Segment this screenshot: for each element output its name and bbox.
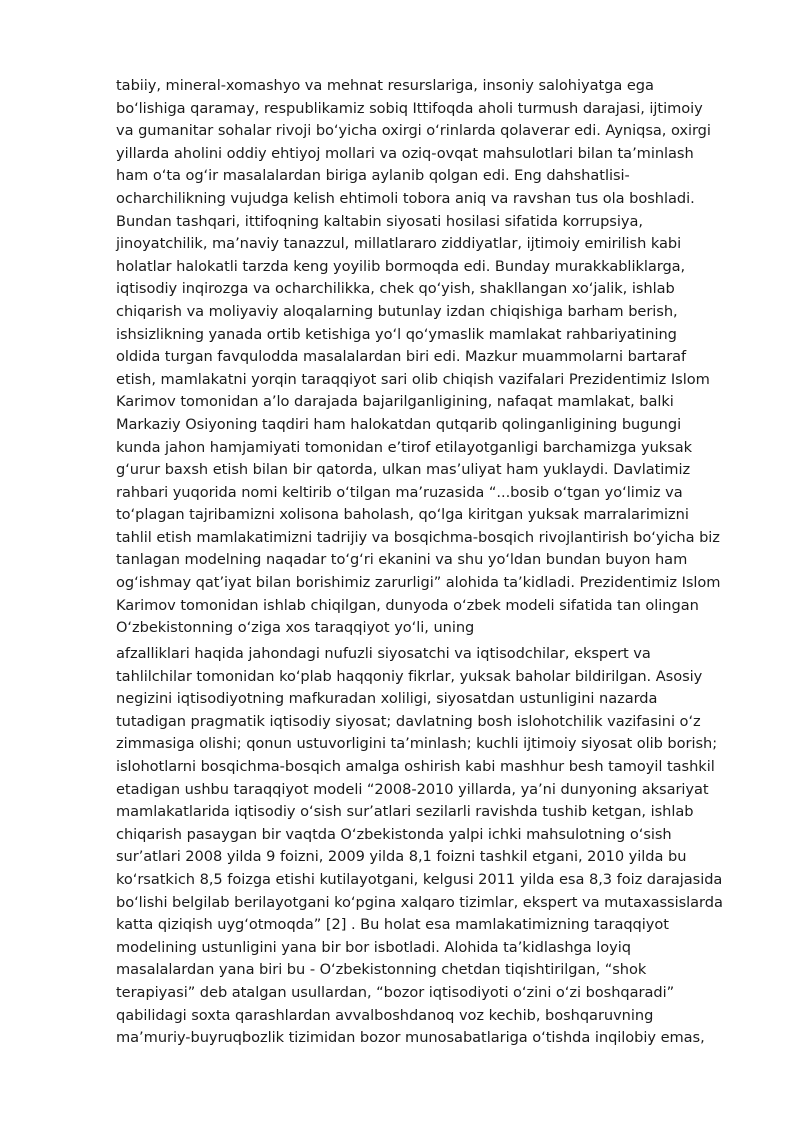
text-line: iqtisodiy inqirozga va ocharchilikka, chek qo‘yish, shakllangan xo‘jalik, ishlab bbox=[116, 280, 675, 298]
text-line: mamlakatlarida iqtisodiy o‘sish sur’atlari sezilarli ravishda tushib ketgan, ishlab bbox=[116, 803, 694, 821]
text-line: rahbari yuqorida nomi keltirib o‘tilgan ma’ruzasida “...bosib o‘tgan yo‘limiz va bbox=[116, 483, 683, 501]
text-line: kunda jahon hamjamiyati tomonidan e’tirof etilayotganligi barchamizga yuksak bbox=[116, 438, 693, 456]
text-line: va gumanitar sohalar rivoji bo‘yicha oxirgi o‘rinlarda qolaverar edi. Ayniqsa, oxirgi bbox=[116, 122, 711, 140]
text-line: negizini iqtisodiyotning mafkuradan xoliligi, siyosatdan ustunligini nazarda bbox=[116, 690, 658, 708]
text-line: masalalardan yana biri bu - O‘zbekistonning chetdan tiqishtirilgan, “shok bbox=[116, 961, 647, 979]
text-line: modelining ustunligini yana bir bor isbotladi. Alohida ta’kidlashga loyiq bbox=[116, 938, 631, 956]
text-line: yillarda aholini oddiy ehtiyoj mollari va oziq-ovqat mahsulotlari bilan ta’minlash bbox=[116, 144, 694, 162]
text-line: tutadigan pragmatik iqtisodiy siyosat; davlatning bosh islohotchilik vazifasini o‘z bbox=[116, 712, 701, 730]
text-line: afzalliklari haqida jahondagi nufuzli siyosatchi va iqtisodchilar, ekspert va bbox=[116, 645, 651, 662]
text-line: chiqarish pasaygan bir vaqtda O‘zbekistonda yalpi ichki mahsulotning o‘sish bbox=[116, 825, 672, 843]
text-line: terapiyasi” deb atalgan usullardan, “bozor iqtisodiyoti o‘zini o‘zi boshqaradi” bbox=[116, 983, 675, 1001]
text-line: etadigan ushbu taraqqiyot modeli “2008-2010 yillarda, ya’ni dunyoning aksariyat bbox=[116, 780, 709, 798]
text-line: chiqarish va moliyaviy aloqalarning butunlay izdan chiqishiga barham berish, bbox=[116, 302, 678, 320]
text-line: ishsizlikning yanada ortib ketishiga yo‘l qo‘ymaslik mamlakat rahbariyatining bbox=[116, 325, 677, 343]
text-line: Bundan tashqari, ittifoqning kaltabin siyosati hosilasi sifatida korrupsiya, bbox=[116, 212, 643, 230]
text-line: islohotlarni bosqichma-bosqich amalga oshirish kabi mashhur besh tamoyil tashkil bbox=[116, 757, 715, 775]
text-line: qabilidagi soxta qarashlardan avvalboshdanoq voz kechib, boshqaruvning bbox=[116, 1006, 654, 1024]
text-line: Karimov tomonidan a’lo darajada bajarilganligining, nafaqat mamlakat, balki bbox=[116, 393, 674, 411]
text-line: etish, mamlakatni yorqin taraqqiyot sari olib chiqish vazifalari Prezidentimiz Islom bbox=[116, 370, 710, 388]
text-line: tanlagan modelning naqadar to‘g‘ri ekanini va shu yo‘ldan bundan buyon ham bbox=[116, 551, 688, 569]
text-line: ham o‘ta og‘ir masalalardan biriga aylanib qolgan edi. Eng dahshatlisi- bbox=[116, 167, 630, 185]
text-line: Markaziy Osiyoning taqdiri ham halokatdan qutqarib qolinganligining bugungi bbox=[116, 415, 682, 433]
text-line: tahlilchilar tomonidan ko‘plab haqqoniy fikrlar, yuksak baholar bildirilgan. Asosiy bbox=[116, 667, 703, 685]
text-line: tahlil etish mamlakatimizni tadrijiy va bosqichma-bosqich rivojlantirish bo‘yicha biz bbox=[116, 528, 720, 546]
text-line: jinoyatchilik, ma’naviy tanazzul, millatlararo ziddiyatlar, ijtimoiy emirilish kabi bbox=[116, 235, 682, 253]
text-line: bo‘lishi belgilab berilayotgani ko‘pgina xalqaro tizimlar, ekspert va mutaxassislarda bbox=[116, 893, 723, 911]
text-line: tabiiy, mineral-xomashyo va mehnat resurslariga, insoniy salohiyatga ega bbox=[116, 77, 654, 94]
text-line: g‘urur baxsh etish bilan bir qatorda, ulkan mas’uliyat ham yuklaydi. Davlatimiz bbox=[116, 461, 691, 479]
text-line: katta qiziqish uyg‘otmoqda” [2] . Bu holat esa mamlakatimizning taraqqiyot bbox=[116, 916, 669, 934]
text-line: ma’muriy-buyruqbozlik tizimidan bozor munosabatlariga o‘tishda inqilobiy emas, bbox=[116, 1029, 705, 1047]
text-line: to‘plagan tajribamizni xolisona baholash, qo‘lga kiritgan yuksak marralarimizni bbox=[116, 506, 689, 524]
text-line: O‘zbekistonning o‘ziga xos taraqqiyot yo‘li, uning bbox=[116, 619, 475, 637]
text-line: ocharchilikning vujudga kelish ehtimoli tobora aniq va ravshan tus ola boshladi. bbox=[116, 189, 695, 207]
text-line: og‘ishmay qat’iyat bilan borishimiz zarurligi” alohida ta’kidladi. Prezidentimiz Islom bbox=[116, 574, 721, 592]
text-line: holatlar halokatli tarzda keng yoyilib bormoqda edi. Bunday murakkabliklarga, bbox=[116, 257, 686, 275]
paragraph-1 bbox=[116, 75, 721, 640]
text-line: ko‘rsatkich 8,5 foizga etishi kutilayotgani, kelgusi 2011 yilda esa 8,3 foiz darajasida bbox=[116, 870, 723, 888]
text-line: zimmasiga olishi; qonun ustuvorligini ta’minlash; kuchli ijtimoiy siyosat olib borish; bbox=[116, 735, 718, 753]
text-line: sur’atlari 2008 yilda 9 foizni, 2009 yilda 8,1 foizni tashkil etgani, 2010 yilda bu bbox=[116, 848, 687, 866]
text-line: bo‘lishiga qaramay, respublikamiz sobiq Ittifoqda aholi turmush darajasi, ijtimoiy bbox=[116, 99, 703, 117]
text-line: oldida turgan favqulodda masalalardan biri edi. Mazkur muammolarni bartaraf bbox=[116, 348, 687, 366]
paragraph-2 bbox=[116, 643, 723, 1050]
text-line: Karimov tomonidan ishlab chiqilgan, dunyoda o‘zbek modeli sifatida tan olingan bbox=[116, 596, 699, 614]
